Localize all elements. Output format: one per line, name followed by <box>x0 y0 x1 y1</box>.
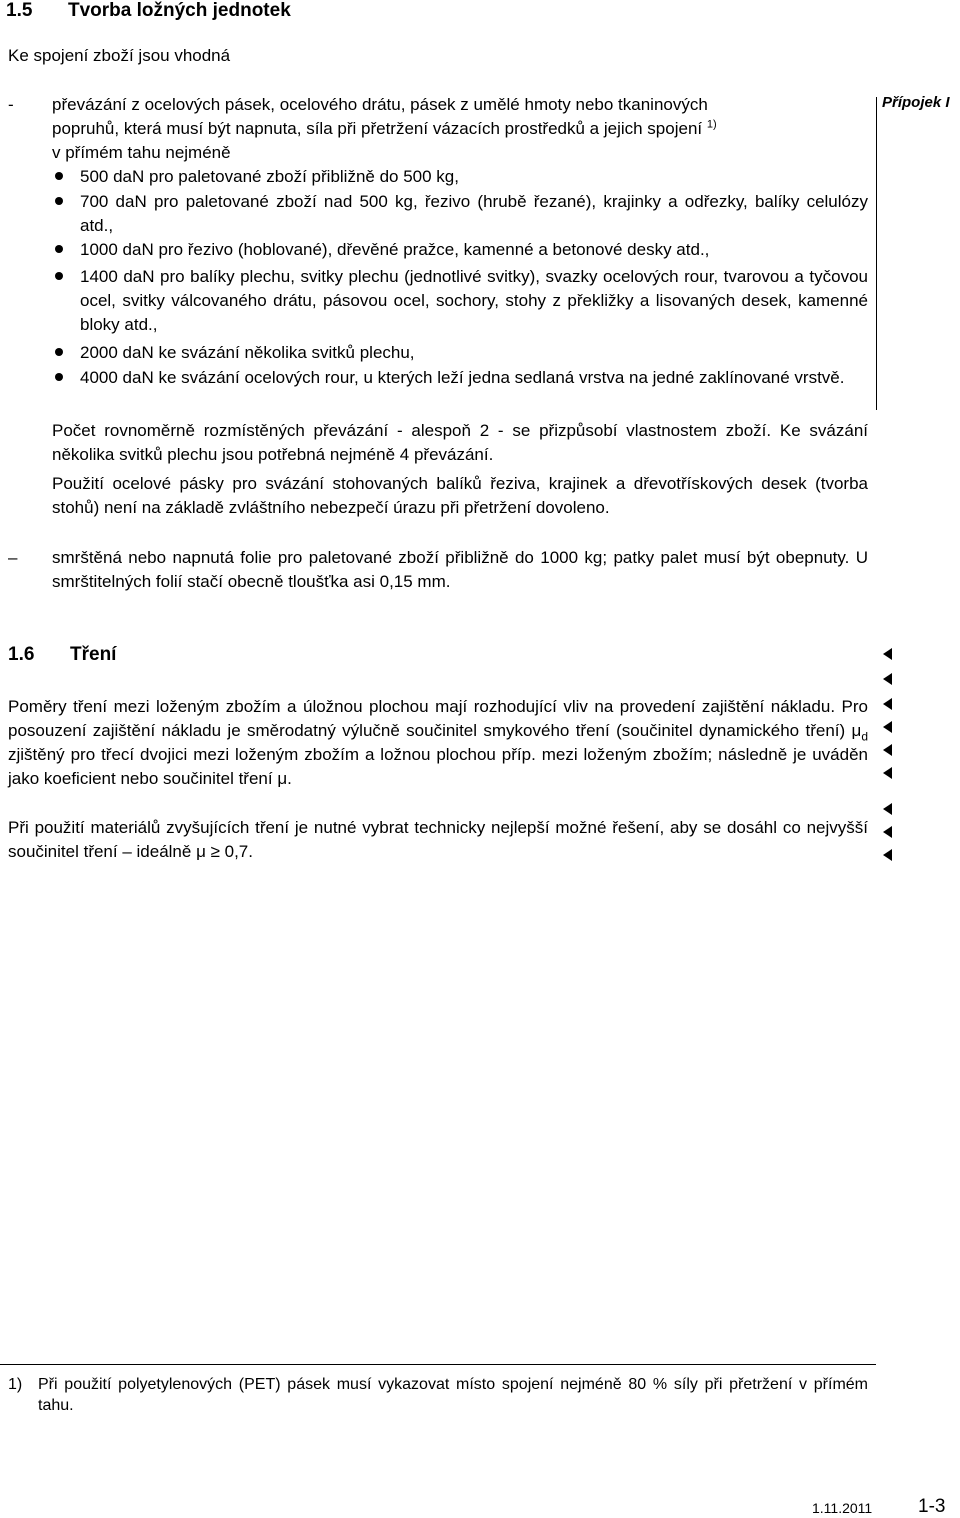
footnote-ref: 1) <box>706 118 717 131</box>
list-marker-dash: - <box>8 95 14 114</box>
change-arrow-icon <box>883 803 892 815</box>
page-number: 1-3 <box>918 1496 946 1517</box>
bullet-item: 4000 daN ke svázání ocelových rour, u kterých leží jedna sedlaná vrstva na jedné zaklínované vrstvě. <box>80 368 845 387</box>
list-item-strapping <box>52 93 872 165</box>
footer-date: 1.11.2011 <box>812 1500 873 1516</box>
section-number: 1.6 <box>8 644 35 665</box>
section-title: Tvorba ložných jednotek <box>68 0 291 21</box>
list-marker-dash: – <box>8 548 18 567</box>
bullet-item: 700 daN pro paletované zboží nad 500 kg, řezivo (hrubě řezané), krajinky a odřezky, balíky celulózy atd., <box>80 192 868 235</box>
line: převázání z ocelových pásek, ocelového drátu, pásek z umělé hmoty nebo tkaninových <box>52 95 708 114</box>
change-arrow-icon <box>883 721 892 733</box>
footnote-marker: 1) <box>8 1376 23 1393</box>
change-arrow-icon <box>883 673 892 685</box>
change-arrow-icon <box>883 698 892 710</box>
change-arrow-icon <box>883 849 892 861</box>
bullet-icon <box>55 373 63 381</box>
bullet-item: 1400 daN pro balíky plechu, svitky plechu (jednotlivé svitky), svazky ocelových rour, tvarovou a tyčovou ocel, svitky válcovaného drátu, pásovou ocel, sochory, stohy z překližky a lisovaných desek, kamenné bloky atd., <box>80 267 868 334</box>
bullet-item: 500 daN pro paletované zboží přibližně do 500 kg, <box>80 167 459 186</box>
footnote-separator <box>0 1364 876 1365</box>
section-heading-1-6 <box>8 644 116 666</box>
change-arrow-icon <box>883 648 892 660</box>
paragraph-materials: Při použití materiálů zvyšujících tření je nutné vybrat technicky nejlepší možné řešení, aby se dosáhl co nejvyšší součinitel tření – ideálně μ ≥ 0,7. <box>8 818 868 861</box>
subscript: d <box>861 729 868 744</box>
paragraph: Počet rovnoměrně rozmístěných převázání - alespoň 2 - se přizpůsobí vlastnostem zboží. Ke svázání několika svitků plechu jsou potřebná nejméně 4 převázání. <box>52 421 868 464</box>
intro-text: Ke spojení zboží jsou vhodná <box>8 46 231 65</box>
change-arrow-icon <box>883 826 892 838</box>
change-bar <box>876 97 877 410</box>
bullet-item: 1000 daN pro řezivo (hoblované), dřevěné pražce, kamenné a betonové desky atd., <box>80 240 710 259</box>
line: popruhů, která musí být napnuta, síla při přetržení vázacích prostředků a jejich spojení $^{1)}$ <box>52 118 717 138</box>
section-heading-1-5 <box>6 0 291 22</box>
paragraph: Použití ocelové pásky pro svázání stohovaných balíků řeziva, krajinek a dřevotřískových desek (tvorba stohů) není na základě zvláštního nebezpečí úrazu při přetržení dovoleno. <box>52 474 868 517</box>
line: v přímém tahu nejméně <box>52 143 231 162</box>
change-arrow-icon <box>883 767 892 779</box>
bullet-icon <box>55 272 63 280</box>
bullet-icon <box>55 197 63 205</box>
change-arrow-icon <box>883 744 892 756</box>
bullet-icon <box>55 245 63 253</box>
section-title: Tření <box>70 644 117 665</box>
bullet-icon <box>55 348 63 356</box>
list-item-foil: smrštěná nebo napnutá folie pro paletované zboží přibližně do 1000 kg; patky palet musí být obepnuty. U smrštitelných folií stačí obecně tloušťka asi 0,15 mm. <box>52 548 868 591</box>
bullet-icon <box>55 172 63 180</box>
footnote-text: Při použití polyetylenových (PET) pásek musí vykazovat místo spojení nejméně 80 % síly při přetržení v přímém tahu. <box>38 1376 868 1414</box>
section-number: 1.5 <box>6 0 33 21</box>
bullet-item: 2000 daN ke svázání několika svitků plechu, <box>80 343 415 362</box>
paragraph-friction: Poměry tření mezi loženým zbožím a úložnou plochou mají rozhodující vliv na provedení zajištění nákladu. Pro posouzení zajištění nákladu je směrodatný výlučně součinitel smykového tření (součinitel dynamického tření) $\mu_d$ zjištěný pro třecí dvojici mezi loženým zbožím a ložnou plochou příp. mezi loženým zbožím; následně je uváděn jako koeficient nebo součinitel tření μ. <box>8 697 868 788</box>
side-note: Přípojek I <box>882 94 950 111</box>
